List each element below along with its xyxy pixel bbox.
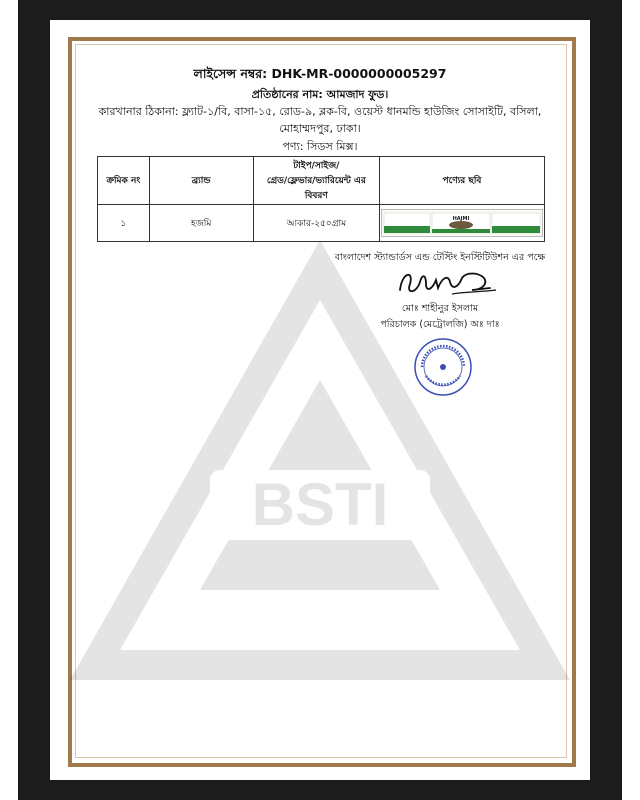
license-number: লাইসেন্স নম্বর: DHK-MR-0000000005297 [193,66,447,81]
table-row [98,205,545,242]
header-type-line2: গ্রেড/ফ্লেভার/ভ্যারিয়েন্ট এর বিবরণ [266,176,366,201]
product-package-image [381,209,543,237]
header-brand: ব্র্যান্ড [149,157,253,205]
official-seal-icon [412,336,474,398]
handwritten-signature [392,264,502,302]
package-brand-text: HAJMI [452,216,470,222]
product-name: পণ্য: সিডস মিক্স। [282,140,358,153]
watermark-text: BSTI [251,471,389,538]
signatory-designation: পরিচালক (মেট্রোলজি) অঃ দাঃ [380,319,500,330]
factory-address-line1: কারখানার ঠিকানা: ফ্ল্যাট-১/বি, বাসা-১৫, রোড-৯, ব্লক-বি, ওয়েস্ট ধানমন্ডি হাউজিং সোসাইটি, বসিলা, [98,105,542,118]
signatory-name: মোঃ শাহীনুর ইসলাম [401,303,479,314]
header-type [253,157,379,205]
cell-image [379,205,544,242]
product-table [97,156,545,242]
bsti-logo-watermark [60,230,580,700]
on-behalf-line: বাংলাদেশ স্ট্যান্ডার্ডস এন্ড টেস্টিং ইনস্টিটিউশন এর পক্ষে [334,252,546,263]
cell-description: আকার-২৫০গ্রাম [253,205,379,242]
header-type-line1: টাইপ/সাইজ/ [293,161,340,171]
header-image: পণ্যের ছবি [379,157,544,205]
table-header-row [98,157,545,205]
header-serial: ক্রমিক নং [98,157,150,205]
factory-address-line2: মোহাম্মদপুর, ঢাকা। [279,122,361,135]
cell-brand: হজমি [149,205,253,242]
cell-serial: ১ [98,205,150,242]
organization-name: প্রতিষ্ঠানের নাম: আমজাদ ফুড। [251,88,389,101]
